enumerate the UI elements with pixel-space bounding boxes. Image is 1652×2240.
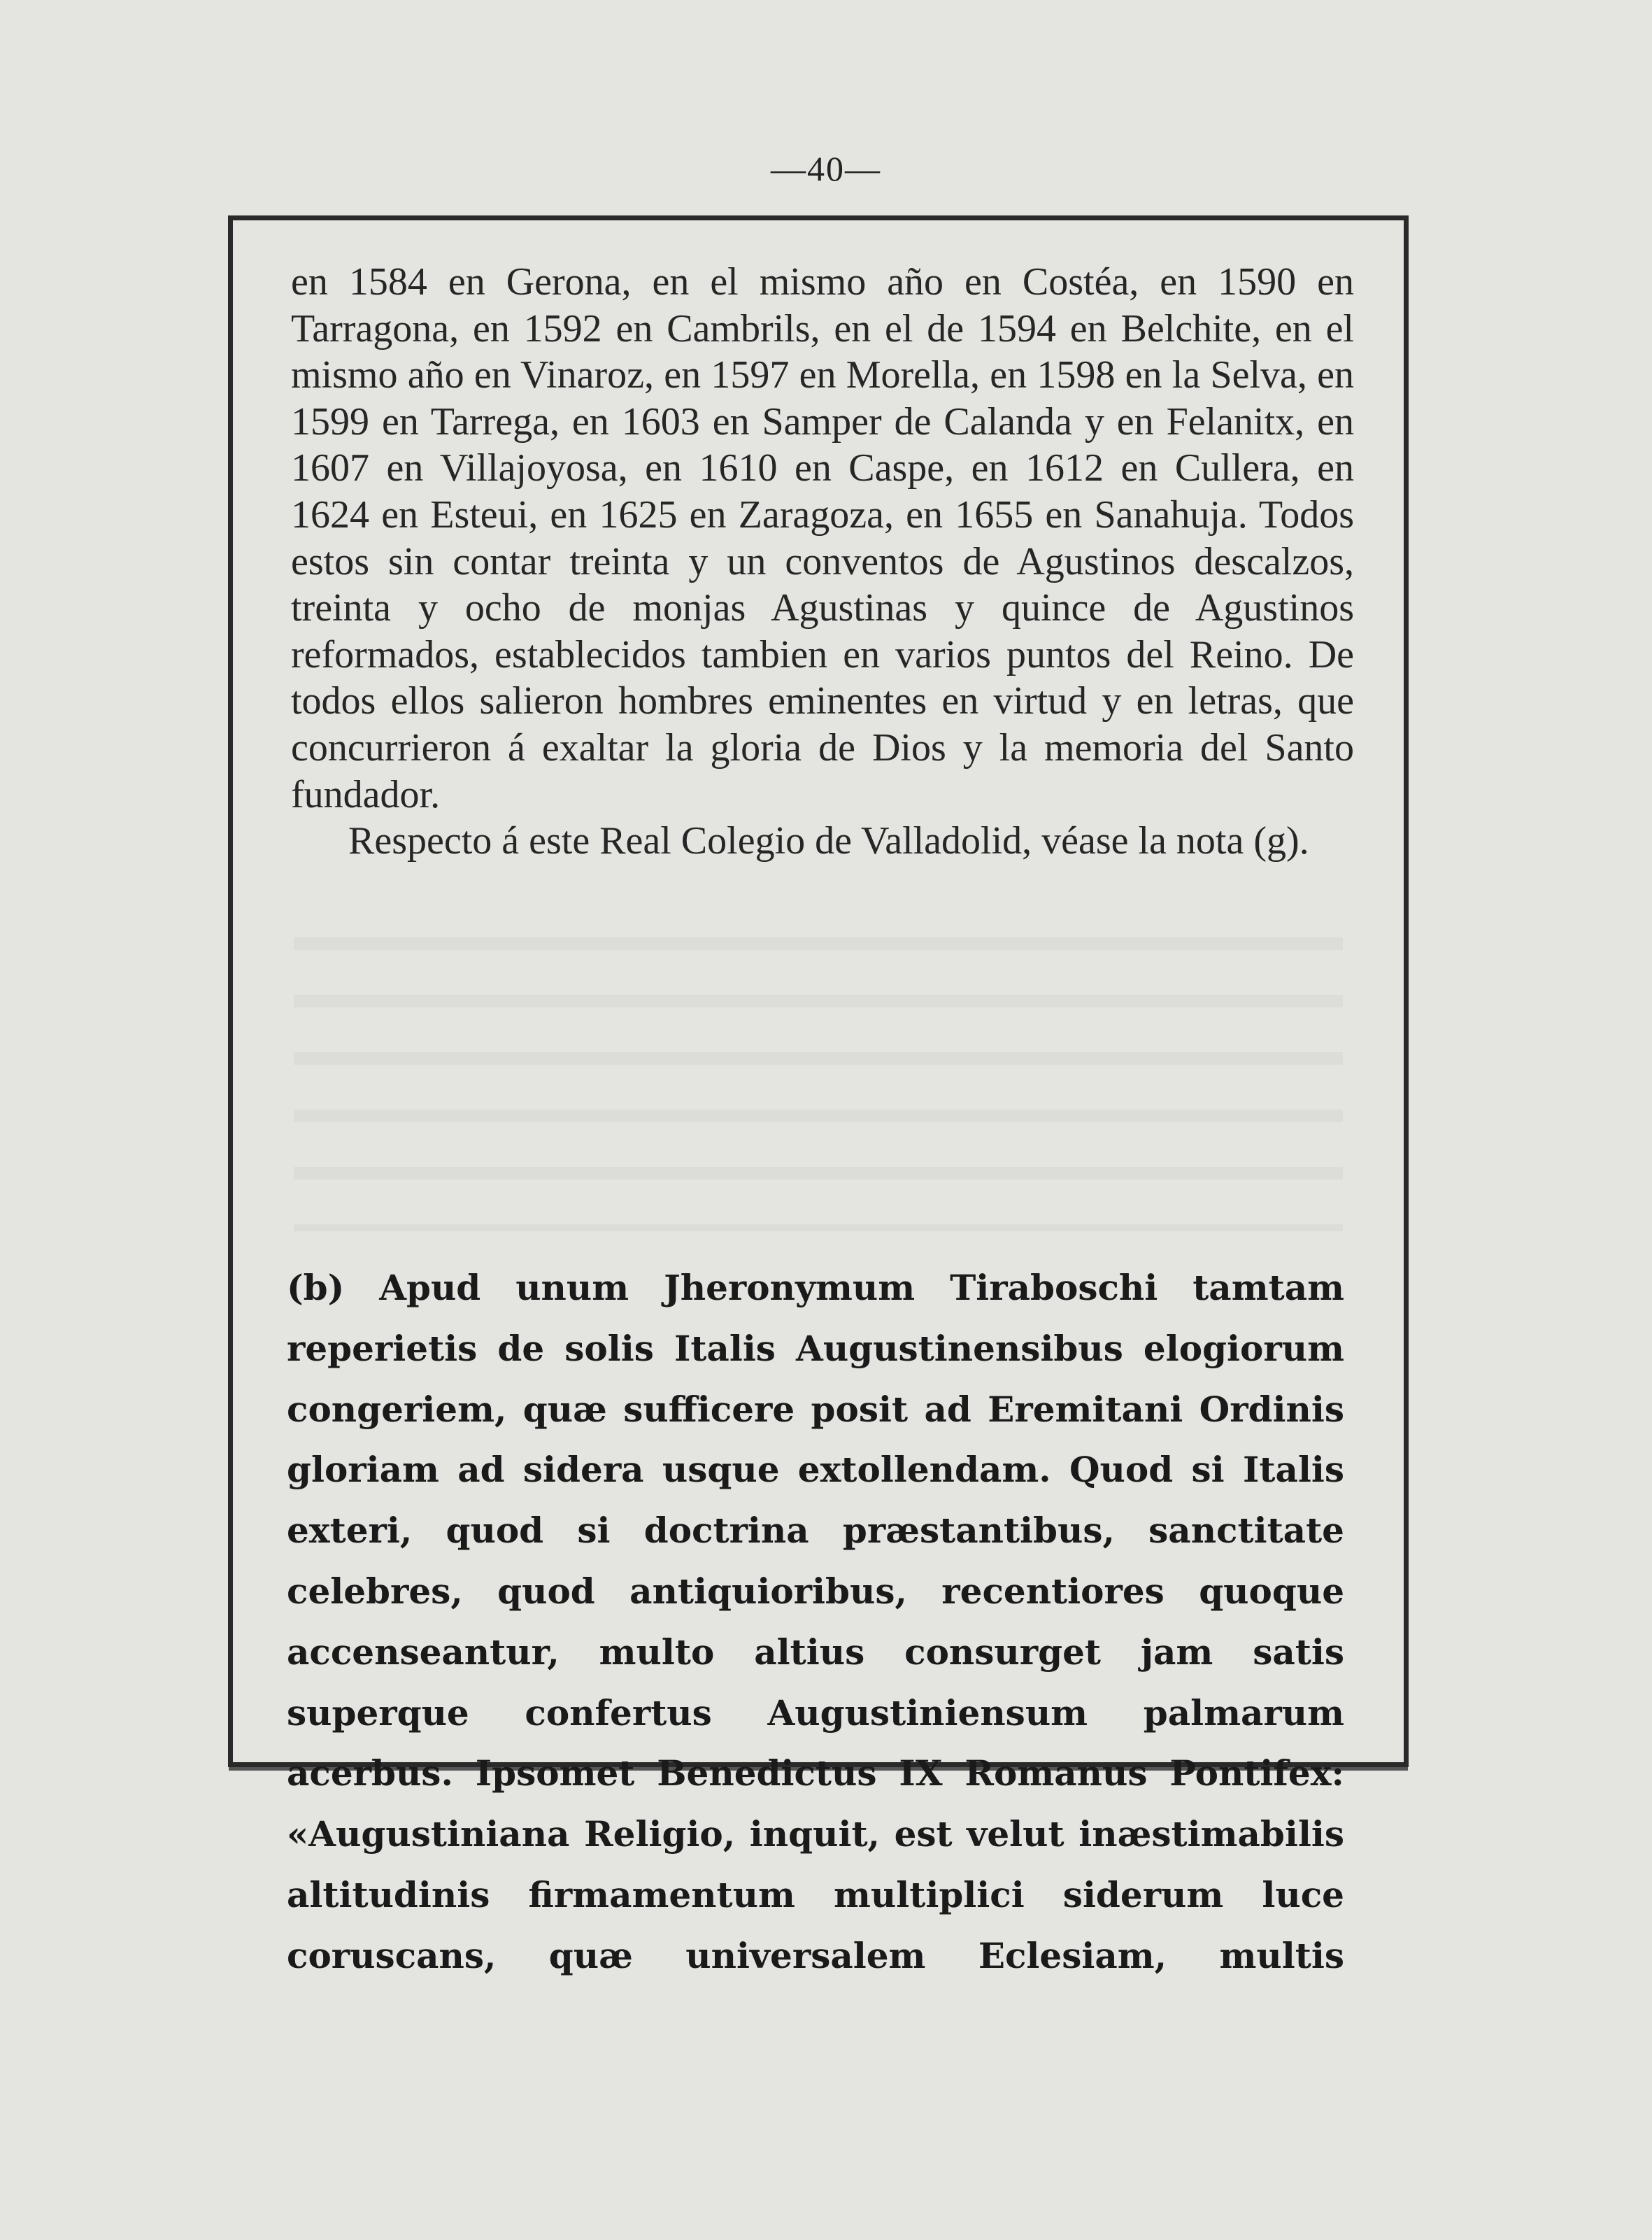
latin-footnote-paragraph: (b) Apud unum Jheronymum Tiraboschi tamtam reperietis de solis Italis Augustinensibus elogiorum congeriem, quæ sufficere posit ad Eremitani Ordinis gloriam ad sidera usque extollendam. Quod si Italis exteri, quod si doctrina præstantibus, sanctitate celebres, quod antiquioribus, recentiores quoque accenseantur, multo altius consurget jam satis superque confertus Augustiniensum palmarum acerbus. Ipsomet Benedictus IX Romanus Pontifex: «Augustiniana Religio, inquit, est velut inæstimabilis altitudinis firmamentum multiplici siderum luce coruscans, quæ universalem Eclesiam, multis bbox=[287, 1267, 1344, 1976]
reference-note: Respecto á este Real Colegio de Valladolid, véase la nota (g). bbox=[348, 819, 1309, 863]
page-number: —40— bbox=[771, 149, 881, 188]
lower-text-block bbox=[287, 1258, 1344, 1987]
upper-paragraph: en 1584 en Gerona, en el mismo año en Costéa, en 1590 en Tarragona, en 1592 en Cambrils, en el de 1594 en Belchite, en el mismo año en Vinaroz, en 1597 en Morella, en 1598 en la Selva, en 1599 en Tarrega, en 1603 en Samper de Calanda y en Felanitx, en 1607 en Villajoyosa, en 1610 en Caspe, en 1612 en Cullera, en 1624 en Esteui, en 1625 en Zaragoza, en 1655 en Sanahuja. Todos estos sin contar treinta y un conventos de Agustinos descalzos, treinta y ocho de monjas Agustinas y quince de Agustinos reformados, establecidos tambien en varios puntos del Reino. De todos ellos salieron hombres eminentes en virtud y en letras, que concurrieron á exaltar la gloria de Dios y la memoria del Santo fundador. bbox=[291, 260, 1354, 816]
bleed-through-shadow bbox=[294, 909, 1343, 1231]
upper-text-block bbox=[291, 259, 1354, 865]
